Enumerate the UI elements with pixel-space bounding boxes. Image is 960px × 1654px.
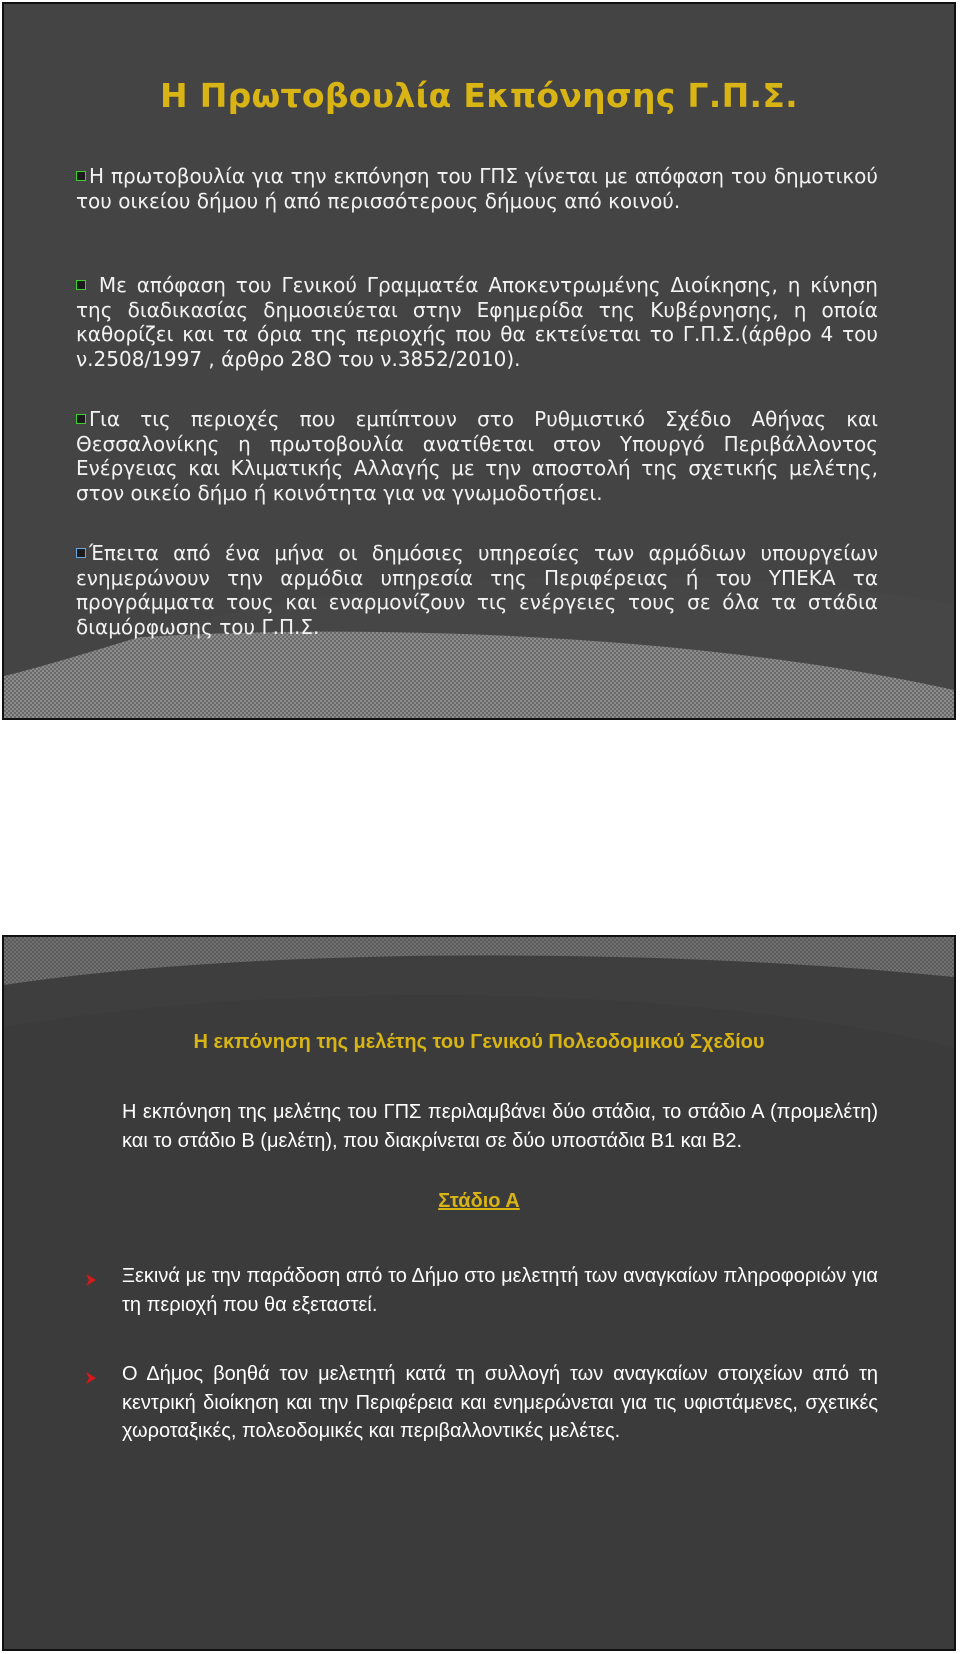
slide-2	[2, 935, 956, 1651]
arrow-bullet-icon	[84, 1371, 98, 1385]
paragraph-text: Για τις περιοχές που εμπίπτουν στο Ρυθμιστικό Σχέδιο Αθήνας και Θεσσαλονίκης η πρωτοβουλία ανατίθεται στον Υπουργό Περιβάλλοντος Ενέργειας και Κλιματικής Αλλαγής με την αποστολή της σχετικής μελέτης, στον οικείο δήμο ή κοινότητα για να γνωμοδοτήσει.	[76, 407, 878, 505]
paragraph-text: Η πρωτοβουλία για την εκπόνηση του ΓΠΣ γίνεται με απόφαση του δημοτικού του οικείου δήμου ή από περισσότερους δήμους από κοινού.	[76, 164, 878, 213]
slide-title: Η εκπόνηση της μελέτης του Γενικού Πολεοδομικού Σχεδίου	[193, 1031, 765, 1053]
paragraph-regulatory-plan	[76, 407, 878, 505]
paragraph-initiative	[76, 164, 878, 213]
paragraph-decision	[76, 273, 878, 371]
bullet-item: Ξεκινά με την παράδοση από το Δήμο στο μελετητή των αναγκαίων πληροφοριών για τη περιοχή που θα εξεταστεί.	[122, 1265, 878, 1316]
paragraph-text: Με απόφαση του Γενικού Γραμματέα Αποκεντρωμένης Διοίκησης, η κίνηση της διαδικασίας δημοσιεύεται στην Εφημερίδα της Κυβέρνησης, η οποία καθορίζει και τα όρια της περιοχής που θα εκτείνεται το Γ.Π.Σ.(άρθρο 4 του ν.2508/1997 , άρθρο 28Ο του ν.3852/2010).	[76, 273, 878, 371]
slide-title: Η Πρωτοβουλία Εκπόνησης Γ.Π.Σ.	[159, 76, 798, 115]
intro-paragraph: Η εκπόνηση της μελέτης του ΓΠΣ περιλαμβάνει δύο στάδια, το στάδιο Α (προμελέτη) και το στάδιο Β (μελέτη), που διακρίνεται σε δύο υποστάδια Β1 και Β2.	[122, 1101, 878, 1152]
checkbox-bullet-icon	[76, 414, 86, 424]
slide-1	[2, 2, 956, 720]
checkbox-bullet-icon	[76, 280, 86, 290]
stage-a-heading[interactable]: Στάδιο Α	[438, 1190, 520, 1212]
checkbox-bullet-icon	[76, 171, 86, 181]
bullet-item: Ο Δήμος βοηθά τον μελετητή κατά τη συλλογή των αναγκαίων στοιχείων από τη κεντρική διοίκηση και την Περιφέρεια και ενημερώνεται για τις υφιστάμενες, σχετικές χωροταξικές, πολεοδομικές και περιβαλλοντικές μελέτες.	[122, 1363, 878, 1442]
paragraph-text: Έπειτα από ένα μήνα οι δημόσιες υπηρεσίες των αρμόδιων υπουργείων ενημερώνουν την αρμόδια υπηρεσία της Περιφέρειας ή του ΥΠΕΚΑ τα προγράμματα τους και εναρμονίζουν τις ενέργειες τους σε όλα τα στάδια διαμόρφωσης του Γ.Π.Σ.	[76, 541, 878, 639]
checkbox-bullet-icon	[76, 548, 86, 558]
arrow-bullet-icon	[84, 1273, 98, 1287]
paragraph-ministries	[76, 541, 878, 639]
